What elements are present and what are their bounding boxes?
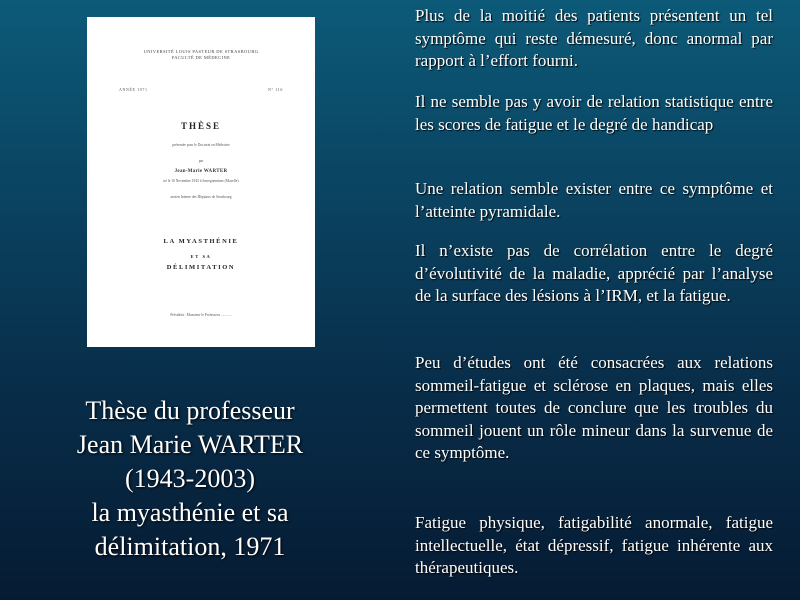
thesis-cover-image [87,17,315,347]
caption-line: Thèse du professeur [85,396,295,425]
paragraph-majority-patients: Plus de la moitié des patients présentent un tel symptôme qui reste démesuré, donc anormal par rapport à l’effort fourni. [415,6,773,70]
caption-line: (1943-2003) [125,464,255,493]
cover-header-line: FACULTÉ DE MÉDECINE [171,55,231,60]
thesis-caption [20,394,360,564]
caption-line: délimitation, 1971 [94,532,286,561]
cover-title-line-3: DÉLIMITATION [166,264,236,271]
caption-line: la myasthénie et sa [91,498,289,527]
paragraph-pyramidal-relation: Une relation semble exister entre ce symptôme et l’atteinte pyramidale. [415,179,773,221]
cover-footer-line: Président : Monsieur le Professeur ............ [170,313,232,317]
cover-title-line-2: ET SA [190,254,212,259]
paragraph-no-statistical-relation: Il ne semble pas y avoir de relation statistique entre les scores de fatigue et le degré de handicap [415,92,773,134]
cover-author-name: Jean-Marie WARTER [174,169,228,174]
cover-these-heading: THÈSE [180,121,221,131]
cover-university-header [87,49,315,61]
cover-header-line: UNIVERSITÉ LOUIS PASTEUR DE STRASBOURG [143,49,259,54]
cover-presented-line: présentée pour le Doctorat en Médecine [172,143,230,147]
paragraph-sleep-fatigue: Peu d’études ont été consacrées aux relations sommeil-fatigue et sclérose en plaques, mais elles permettent toutes de conclure que les troubles du sommeil jouent un rôle mineur dans la survenue de ce symptôme. [415,353,773,462]
cover-number: N° 116 [268,87,283,92]
paragraph-fatigue-types: Fatigue physique, fatigabilité anormale, fatigue intellectuelle, état dépressif, fatigue inhérente aux thérapeutiques. [415,513,773,577]
paragraph-no-correlation-mri: Il n’existe pas de corrélation entre le degré d’évolutivité de la maladie, apprécié par l’analyse de la surface des lésions à l’IRM, et la fatigue. [415,241,773,305]
cover-title-line-1: LA MYASTHÉNIE [163,238,239,245]
cover-year: ANNÉE 1971 [119,87,148,92]
cover-par-line: par [198,159,204,163]
cover-birth-line: né le 10 Novembre 1943 à Sarreguemines (Moselle) [163,179,239,183]
caption-line: Jean Marie WARTER [76,430,304,459]
cover-role-line: ancien Interne des Hôpitaux de Strasbourg [170,195,232,199]
